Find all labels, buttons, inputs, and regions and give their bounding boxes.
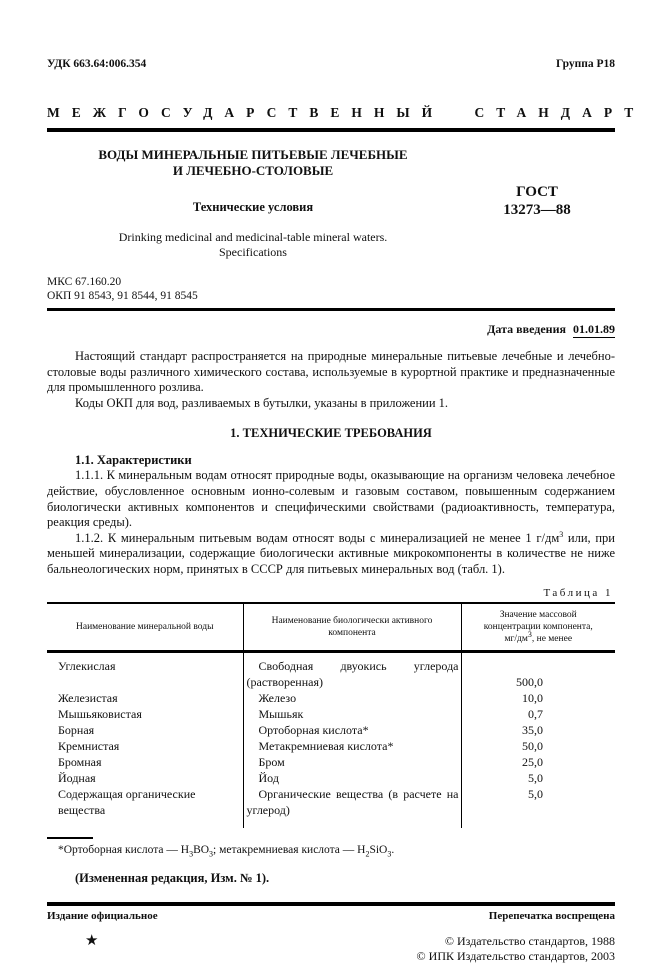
table-row (47, 738, 615, 754)
value-cell: 35,0 (461, 722, 615, 738)
table-row (47, 754, 615, 770)
clause-1-1-2-text-b: или, при меньшей минерализации, содержащие биологически активные микрокомпоненты в количестве не ниже бальнеологических норм, принятых в СССР для питьевых минеральных вод (табл. 1). (47, 530, 615, 576)
value-cell: 5,0 (461, 786, 615, 828)
classification-row (47, 0, 615, 70)
table-row (47, 722, 615, 738)
component-cell: Метакремниевая кислота* (243, 738, 461, 754)
footnote-subscript-3: 2 (365, 848, 370, 858)
document-title-english-line2: Specifications (219, 245, 287, 259)
standard-type-heading: МЕЖГОСУДАРСТВЕННЫЙ СТАНДАРТ (47, 105, 646, 120)
table-header (47, 603, 615, 652)
divider-mid (47, 308, 615, 311)
table-footnote (47, 844, 615, 856)
water-name-cell: Йодная (58, 770, 96, 785)
water-name-cell: Бромная (58, 754, 102, 769)
document-title (47, 147, 459, 179)
table-row (47, 651, 615, 690)
water-name-cell: Мышьяковистая (58, 706, 142, 721)
column-header-concentration (461, 603, 615, 652)
component-cell: Мышьяк (243, 706, 461, 722)
component-cell: Бром (243, 754, 461, 770)
column-header-concentration-text-b: , не менее (531, 633, 573, 644)
intro-paragraph-1: Настоящий стандарт распространяется на природные минеральные питьевые лечебные и лечебно-столовые воды различного химического состава, используемые в курортной практике и предназначенные для промышленного розлива. (47, 349, 615, 395)
clause-1-1-2-superscript: 3 (559, 529, 564, 539)
udk-code: УДК 663.64:006.354 (47, 58, 147, 70)
clause-1-1-2 (47, 531, 615, 578)
document-title-line1: ВОДЫ МИНЕРАЛЬНЫЕ ПИТЬЕВЫЕ ЛЕЧЕБНЫЕ (98, 147, 408, 162)
column-header-concentration-text-a: Значение массовой концентрации компонента, мг/дм (483, 609, 593, 644)
column-header-component: Наименование биологически активного компонента (243, 603, 461, 652)
group-code: Группа Р18 (556, 58, 615, 70)
component-cell: Железо (243, 690, 461, 706)
value-cell: 50,0 (461, 738, 615, 754)
value-cell: 0,7 (461, 706, 615, 722)
footer-bottom-row (47, 934, 615, 964)
gost-number: 13273—88 (503, 202, 571, 218)
copyright-line-2: © ИПК Издательство стандартов, 2003 (416, 948, 615, 963)
component-cell: Йод (243, 770, 461, 786)
table-row (47, 786, 615, 828)
footnote-text-1: *Ортоборная кислота — H (58, 843, 190, 856)
effective-date-label: Дата введения (487, 322, 566, 336)
water-name-cell: Углекислая (58, 658, 116, 673)
water-name-cell: Содержащая органические вещества (58, 786, 196, 817)
water-name-cell: Железистая (58, 690, 118, 705)
table-row (47, 706, 615, 722)
value-cell: 10,0 (461, 690, 615, 706)
value-cell: 500,0 (461, 651, 615, 690)
footnote-text-3: ; метакремниевая кислота — H (213, 843, 366, 856)
effective-date-line (47, 322, 615, 337)
divider-top (47, 128, 615, 132)
component-cell: Свободная двуокись углерода (растворенная) (243, 651, 461, 690)
column-header-water-name: Наименование минеральной воды (47, 603, 243, 652)
footnote-subscript-4: 3 (387, 848, 392, 858)
page-content (47, 0, 646, 964)
component-cell: Органические вещества (в расчете на углерод) (243, 786, 461, 828)
water-name-cell: Кремнистая (58, 738, 120, 753)
mks-code: МКС 67.160.20 (47, 276, 122, 288)
footer-notice-row (47, 910, 615, 922)
footnote-subscript-1: 3 (189, 848, 194, 858)
title-left-column (47, 147, 459, 260)
amendment-note: (Измененная редакция, Изм. № 1). (75, 870, 270, 885)
column-header-concentration-superscript: 3 (527, 629, 532, 639)
gost-designation (459, 147, 615, 260)
star-icon: ★ (85, 932, 99, 949)
clause-1-1-2-text-a: 1.1.2. К минеральным питьевым водам относят воды с минерализацией не менее 1 г/дм (75, 530, 560, 545)
document-subtitle: Технические условия (192, 200, 314, 214)
clause-1-1-1: 1.1.1. К минеральным водам относят природные воды, оказывающие на организм человека лечебное действие, обусловленное основным ионно-солевым и газовым составом, повышенным содержанием биологически активных компонентов и специфическими свойствами (радиоактивность, температура, реакция среды). (47, 468, 615, 530)
codes-block (47, 276, 615, 303)
water-name-cell: Борная (58, 722, 95, 737)
table-body (47, 651, 615, 828)
section-1-heading: 1. ТЕХНИЧЕСКИЕ ТРЕБОВАНИЯ (230, 426, 432, 441)
footnote-text-2: BO (193, 843, 210, 856)
document-title-line2: И ЛЕЧЕБНО-СТОЛОВЫЕ (172, 163, 334, 178)
reprint-prohibited-notice: Перепечатка воспрещена (488, 909, 615, 922)
table-header-row (47, 603, 615, 652)
gost-label: ГОСТ (516, 184, 558, 200)
document-title-english-line1: Drinking medicinal and medicinal-table mineral waters. (118, 230, 388, 244)
table-row (47, 690, 615, 706)
value-cell: 25,0 (461, 754, 615, 770)
subsection-1-1-heading: 1.1. Характеристики (75, 453, 192, 468)
value-cell: 5,0 (461, 770, 615, 786)
effective-date-value: 01.01.89 (573, 322, 615, 336)
document-title-english (47, 230, 459, 260)
official-edition-label: Издание официальное (47, 909, 158, 922)
title-block (47, 147, 615, 260)
footnote-text-4: SiO (369, 843, 388, 856)
divider-bottom (47, 902, 615, 906)
component-cell: Ортоборная кислота* (243, 722, 461, 738)
footnote-subscript-2: 3 (209, 848, 214, 858)
copyright-line-1: © Издательство стандартов, 1988 (444, 933, 615, 948)
footnote-text-5: . (391, 843, 395, 856)
footnote-rule (47, 837, 93, 839)
table-caption: Таблица 1 (543, 586, 613, 599)
intro-paragraph-2: Коды ОКП для вод, разливаемых в бутылки, указаны в приложении 1. (75, 395, 449, 410)
copyright-block (417, 934, 615, 964)
mineral-waters-table (47, 602, 615, 828)
table-row (47, 770, 615, 786)
okp-codes: ОКП 91 8543, 91 8544, 91 8545 (47, 289, 198, 302)
